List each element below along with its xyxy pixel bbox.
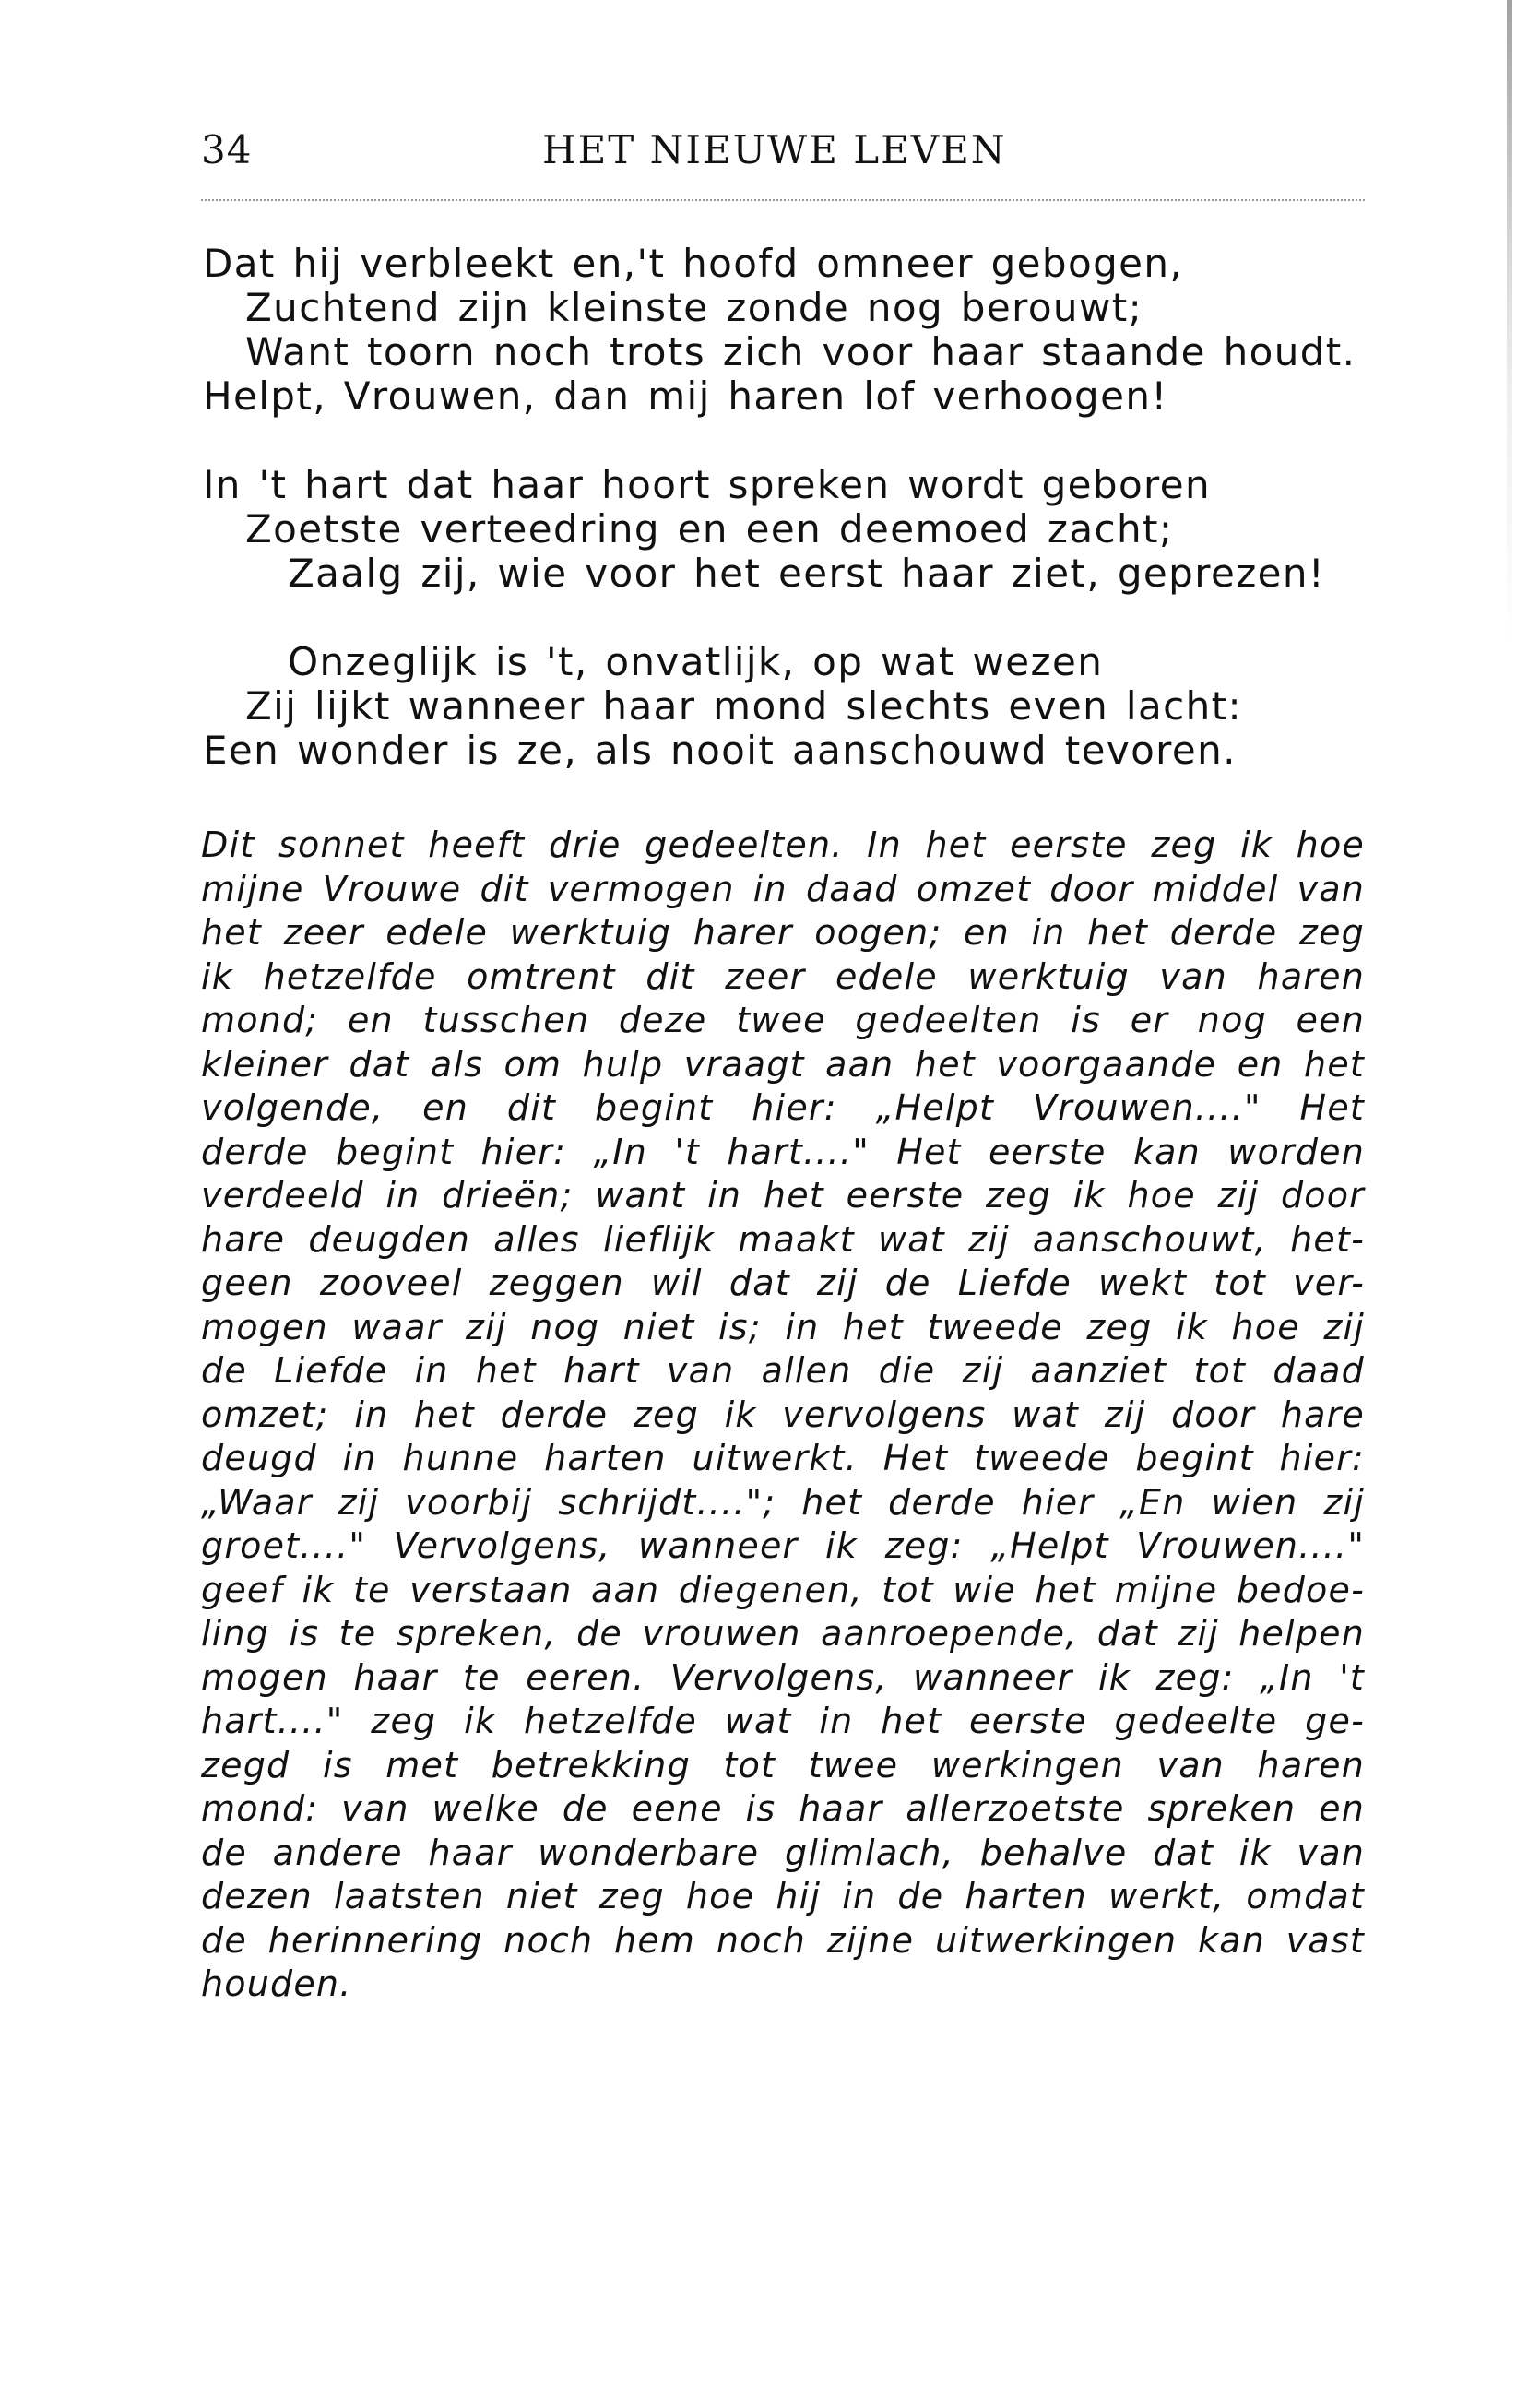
commentary-line: groet...." Vervolgens, wanneer ik zeg: „Helpt Vrouwen....": [201, 1525, 1365, 1566]
commentary-line: ik hetzelfde omtrent dit zeer edele werktuig van haren: [201, 955, 1365, 997]
poem-line: Dat hij verbleekt en,'t hoofd omneer gebogen,: [203, 241, 1184, 286]
commentary-line: het zeer edele werktuig harer oogen; en in het derde zeg: [201, 912, 1365, 953]
header-rule: [201, 199, 1365, 201]
commentary-line: volgende, en dit begint hier: „Helpt Vrouwen...." Het: [201, 1087, 1365, 1128]
commentary-line: houden.: [201, 1963, 352, 2004]
poem-line: Want toorn noch trots zich voor haar staande houdt.: [245, 329, 1356, 374]
commentary-line: Dit sonnet heeft drie gedeelten. In het eerste zeg ik hoe: [201, 824, 1365, 865]
commentary-line: hart...." zeg ik hetzelfde wat in het eerste gedeelte ge-: [201, 1701, 1365, 1741]
commentary-line: derde begint hier: „In 't hart...." Het eerste kan worden: [201, 1131, 1365, 1172]
poem-line: Onzeglijk is 't, onvatlijk, op wat wezen: [288, 639, 1104, 684]
sonnet: [203, 242, 1374, 817]
commentary-paragraph: [201, 824, 1365, 2007]
commentary-line: de herinnering noch hem noch zijne uitwerkingen kan vast: [201, 1919, 1365, 1961]
commentary-line: mond; en tusschen deze twee gedeelten is er nog een: [201, 1000, 1365, 1040]
page-number: 34: [201, 127, 253, 172]
commentary-line: geef ik te verstaan aan diegenen, tot wie het mijne bedoe-: [201, 1569, 1365, 1610]
commentary-line: deugd in hunne harten uitwerkt. Het tweede begint hier:: [201, 1438, 1365, 1478]
stanza-1: [203, 242, 1374, 419]
running-head: [201, 127, 1365, 183]
commentary-line: kleiner dat als om hulp vraagt aan het voorgaande en het: [201, 1043, 1365, 1085]
stanza-3: [203, 640, 1374, 773]
commentary-line: mogen haar te eeren. Vervolgens, wanneer ik zeg: „In 't: [201, 1656, 1365, 1698]
commentary-line: mond: van welke de eene is haar allerzoetste spreken en: [201, 1788, 1365, 1829]
commentary-line: ling is te spreken, de vrouwen aanroepende, dat zij helpen: [201, 1613, 1365, 1654]
commentary-line: mijne Vrouwe dit vermogen in daad omzet door middel van: [201, 868, 1365, 909]
commentary-line: de Liefde in het hart van allen die zij aanziet tot daad: [201, 1350, 1365, 1391]
commentary-line: mogen waar zij nog niet is; in het tweede zeg ik hoe zij: [201, 1306, 1365, 1347]
poem-line: Zaalg zij, wie voor het eerst haar ziet, geprezen!: [288, 551, 1326, 596]
commentary-line: verdeeld in drieën; want in het eerste zeg ik hoe zij door: [201, 1175, 1365, 1216]
poem-line: Helpt, Vrouwen, dan mij haren lof verhoogen!: [203, 374, 1168, 419]
stanza-2: [203, 463, 1374, 596]
commentary-line: de andere haar wonderbare glimlach, behalve dat ik van: [201, 1832, 1365, 1873]
commentary-line: zegd is met betrekking tot twee werkingen van haren: [201, 1744, 1365, 1785]
poem-line: Zij lijkt wanneer haar mond slechts even lacht:: [245, 683, 1243, 729]
running-title: HET NIEUWE LEVEN: [542, 127, 1007, 172]
poem-line: Zuchtend zijn kleinste zonde nog berouwt;: [245, 285, 1143, 330]
scanned-page-edge: [1507, 0, 1512, 646]
commentary-line: „Waar zij voorbij schrijdt...."; het derde hier „En wien zij: [201, 1481, 1365, 1523]
commentary-line: hare deugden alles lieflijk maakt wat zij aanschouwt, het-: [201, 1218, 1365, 1260]
commentary-line: omzet; in het derde zeg ik vervolgens wat zij door hare: [201, 1394, 1365, 1435]
commentary-line: geen zooveel zeggen wil dat zij de Liefde wekt tot ver-: [201, 1263, 1365, 1303]
poem-line: Een wonder is ze, als nooit aanschouwd tevoren.: [203, 728, 1237, 773]
poem-line: Zoetste verteedring en een deemoed zacht;: [245, 506, 1174, 552]
poem-line: In 't hart dat haar hoort spreken wordt geboren: [203, 462, 1212, 507]
commentary-line: dezen laatsten niet zeg hoe hij in de harten werkt, omdat: [201, 1876, 1365, 1916]
